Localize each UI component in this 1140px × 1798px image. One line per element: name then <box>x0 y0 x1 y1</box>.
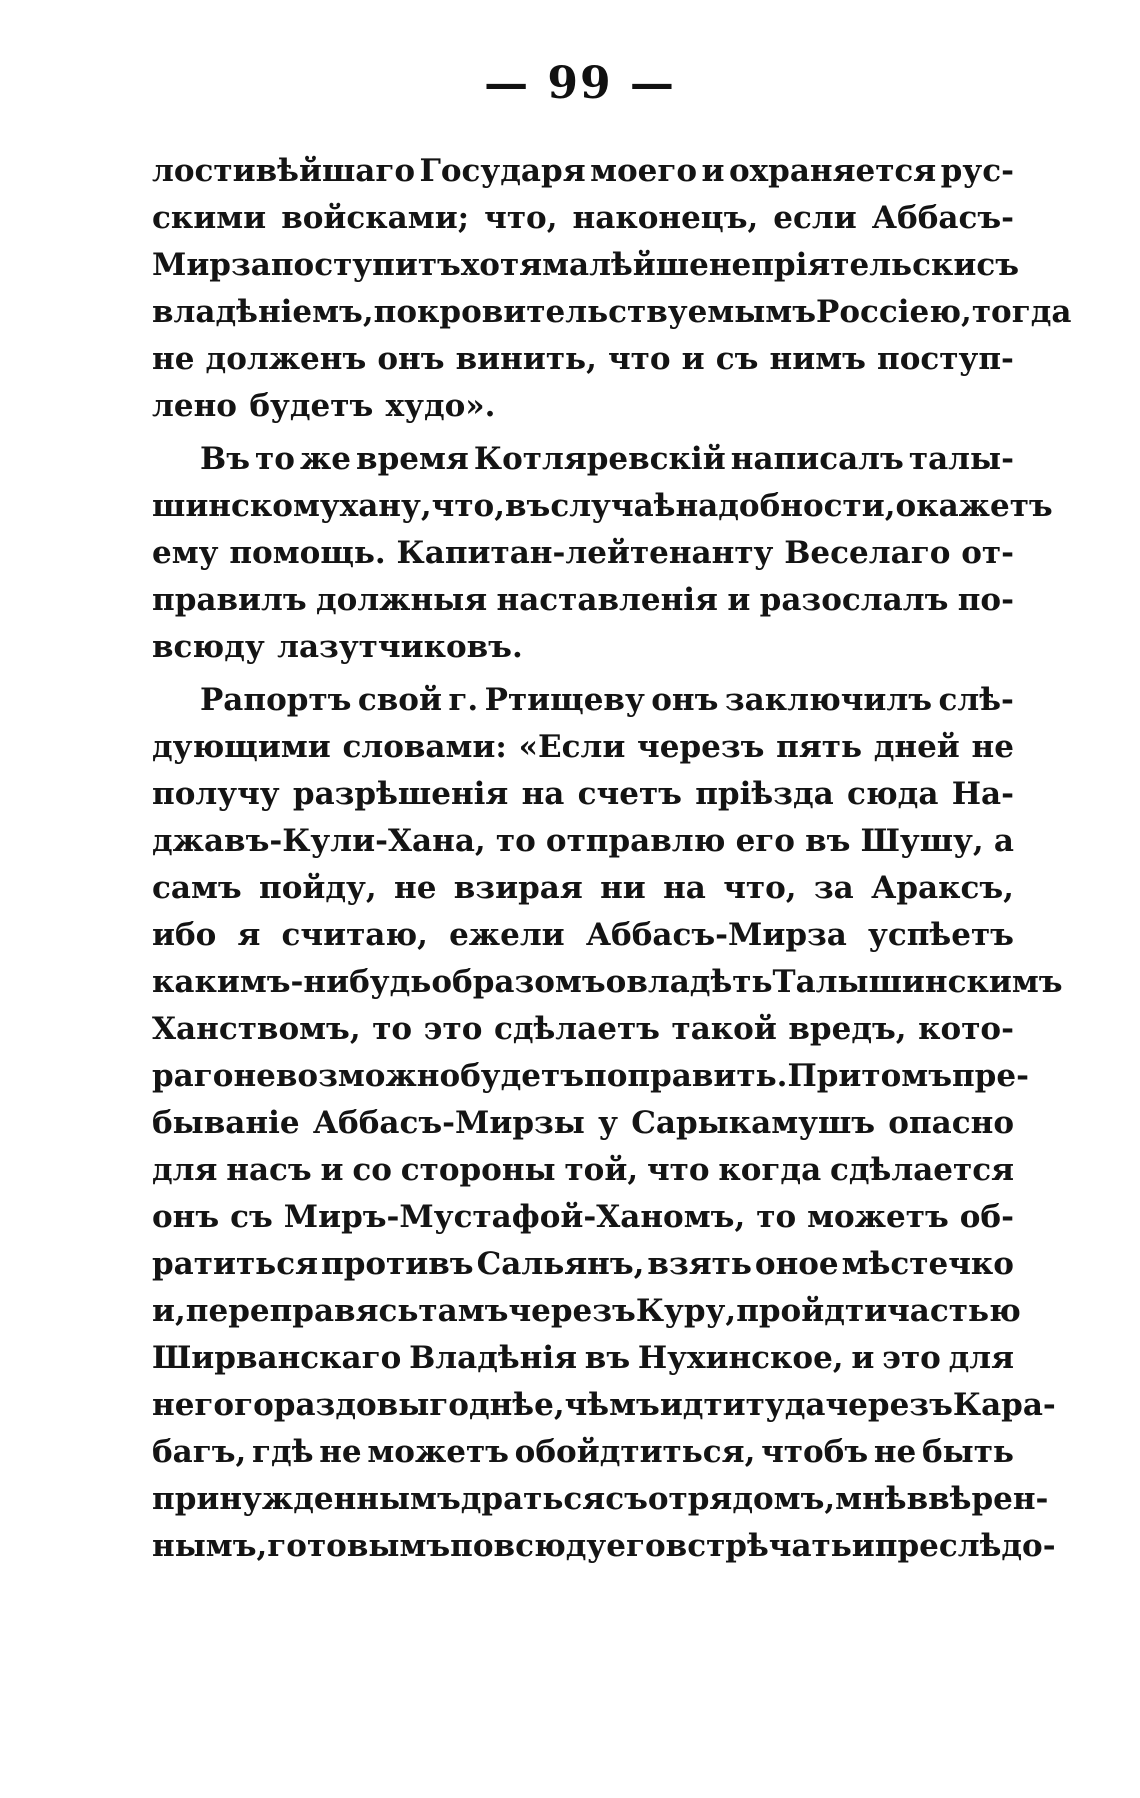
text-line: какимъ-нибудь образомъ овладѣть Талышинскимъ <box>152 964 1063 1000</box>
paragraph <box>152 436 1053 671</box>
text-line: джавъ-Кули-Хана, то отправлю его въ Шушу, а <box>152 823 1014 859</box>
text-line: ратиться противъ Сальянъ, взять оное мѣстечко <box>152 1246 1014 1282</box>
text-line: Ширванскаго Владѣнія въ Нухинское, и это для <box>152 1340 1014 1376</box>
body-text <box>152 148 1072 1570</box>
text-line: лено будетъ худо». <box>152 388 496 424</box>
text-line: получу разрѣшенія на счетъ пріѣзда сюда На- <box>152 776 1014 812</box>
text-line: владѣніемъ, покровительствуемымъ Россіею, тогда <box>152 294 1072 330</box>
page-number: — 99 — <box>484 58 676 109</box>
text-line: дующими словами: «Если черезъ пять дней не <box>152 729 1014 765</box>
text-line: самъ пойду, не взирая ни на что, за Араксъ, <box>152 870 1014 906</box>
text-line: ему помощь. Капитан-лейтенанту Веселаго от- <box>152 535 1014 571</box>
text-line: Рапортъ свой г. Ртищеву онъ заключилъ слѣ- <box>200 682 1014 718</box>
text-line: Ханствомъ, то это сдѣлаетъ такой вредъ, кото- <box>152 1011 1014 1047</box>
text-line: багъ, гдѣ не можетъ обойдтиться, чтобъ не быть <box>152 1434 1014 1470</box>
text-line: шинскому хану, что, въ случаѣ надобности, окажетъ <box>152 488 1053 524</box>
text-line: Мирза поступитъ хотя малѣйше непріятельски съ <box>152 247 1020 283</box>
text-line: раго невозможно будетъ поправить. Притомъ пре- <box>152 1058 1029 1094</box>
paragraph <box>152 148 1072 430</box>
text-line: для насъ и со стороны той, что когда сдѣлается <box>152 1152 1014 1188</box>
text-line: Въ то же время Котляревскій написалъ талы- <box>200 441 1014 477</box>
text-line: принужденнымъ драться съ отрядомъ, мнѣ ввѣрен- <box>152 1481 1049 1517</box>
text-line: скими войсками; что, наконецъ, если Аббасъ- <box>152 200 1014 236</box>
text-line: всюду лазутчиковъ. <box>152 629 523 665</box>
text-line: бываніе Аббасъ-Мирзы у Сарыкамушъ опасно <box>152 1105 1014 1141</box>
text-line: нымъ, готовымъ повсюду его встрѣчать и преслѣдо- <box>152 1528 1056 1564</box>
text-line: лостивѣйшаго Государя моего и охраняется рус- <box>152 153 1014 189</box>
text-line: и, переправясь тамъ черезъ Куру, пройдти частью <box>152 1293 1021 1329</box>
text-line: не долженъ онъ винить, что и съ нимъ поступ- <box>152 341 1014 377</box>
text-line: онъ съ Миръ-Мустафой-Ханомъ, то можетъ об- <box>152 1199 1014 1235</box>
text-line: правилъ должныя наставленія и разослалъ по- <box>152 582 1014 618</box>
paragraph <box>152 677 1063 1570</box>
text-line: ибо я считаю, ежели Аббасъ-Мирза успѣетъ <box>152 917 1014 953</box>
text-line: него гораздо выгоднѣе, чѣмъ идти туда черезъ Кара- <box>152 1387 1056 1423</box>
